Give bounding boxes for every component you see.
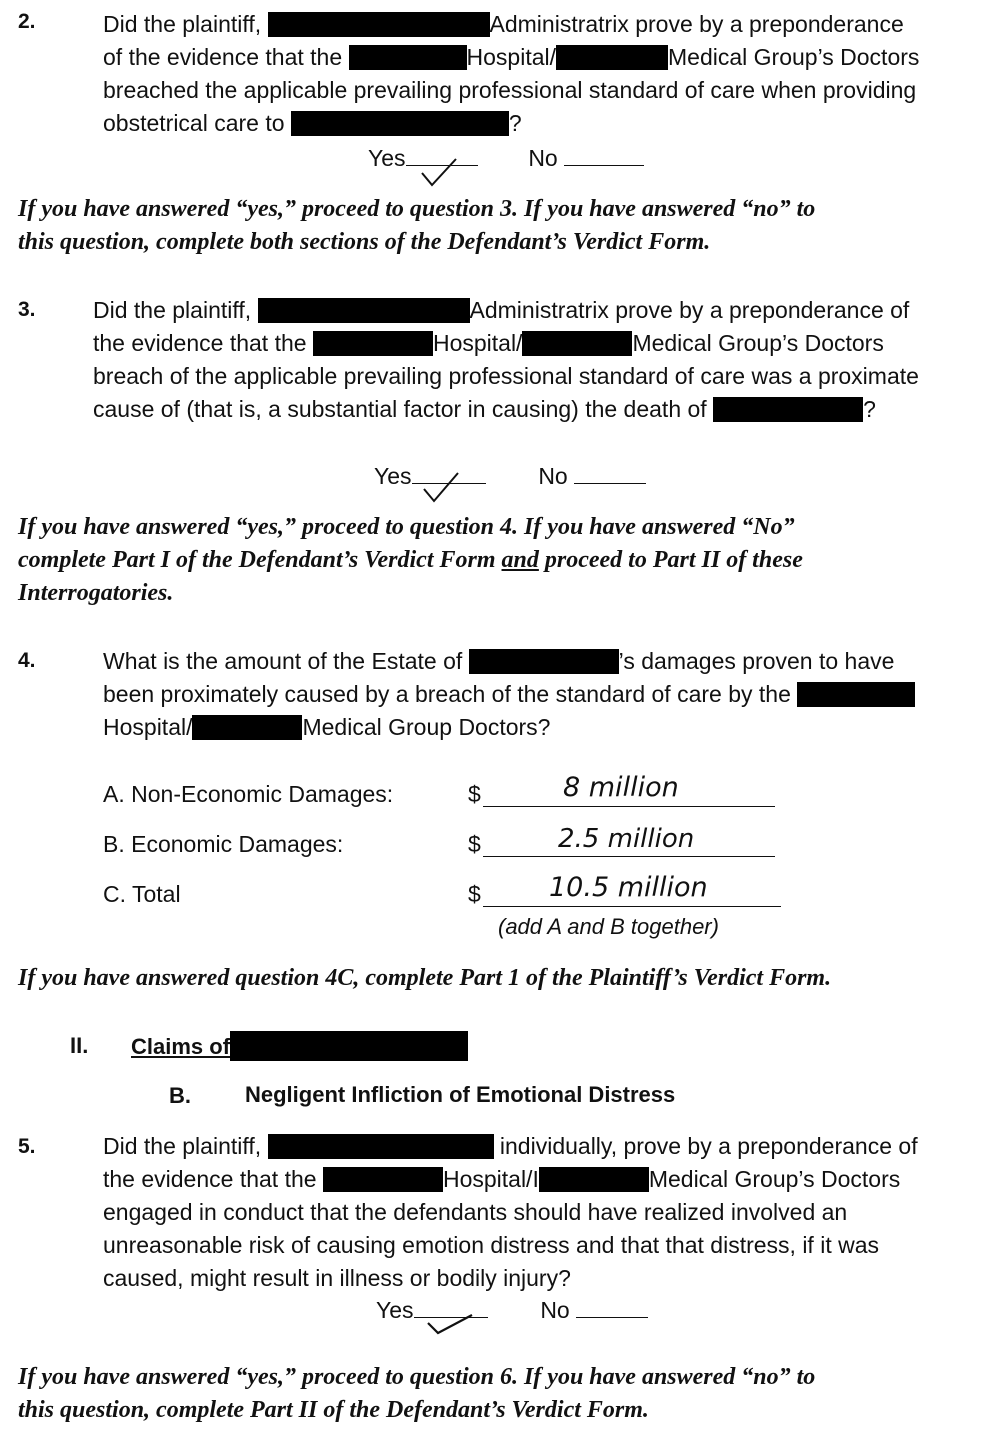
q2-yes-label: Yes — [368, 145, 406, 171]
section-2-title-text: Claims of — [131, 1034, 231, 1059]
q5-answer-row — [376, 1297, 648, 1324]
damages-field-c[interactable] — [483, 872, 781, 907]
instr5-line2: this question, complete Part II of the Defendant’s Verdict Form. — [18, 1397, 649, 1423]
q3-line3: breach of the applicable prevailing professional standard of care was a proximate — [93, 363, 919, 389]
question-3-text — [93, 294, 993, 426]
instruction-q2 — [18, 193, 815, 259]
q2-text-part2: Administratrix prove by a preponderance — [489, 11, 904, 37]
q2-yes-blank[interactable] — [406, 165, 478, 166]
question-4-text — [103, 645, 993, 744]
damages-total-note: (add A and B together) — [498, 914, 719, 939]
instr5-line1: If you have answered “yes,” proceed to question 6. If you have answered “no” to — [18, 1364, 816, 1390]
damages-currency-a: $ — [468, 781, 481, 807]
q3-hospital: Hospital/ — [432, 330, 523, 356]
q3-line4a: cause of (that is, a substantial factor in causing) the death of — [93, 396, 707, 422]
q2-answer-row — [368, 145, 644, 172]
checkmark-icon — [420, 469, 464, 505]
redaction-block — [268, 1134, 494, 1159]
redaction-block — [522, 331, 632, 356]
subsection-b-letter: B. — [169, 1083, 191, 1108]
instr3-line2c: proceed to Part II of these — [544, 547, 803, 573]
redaction-block — [258, 298, 470, 323]
q5-no-blank[interactable] — [576, 1317, 648, 1318]
redaction-block — [556, 45, 668, 70]
damages-currency-b: $ — [468, 831, 481, 857]
q3-no-label: No — [538, 463, 568, 489]
checkmark-icon — [424, 1311, 476, 1337]
redaction-block — [797, 682, 915, 707]
question-5-text — [103, 1130, 993, 1295]
q2-text-part1: Did the plaintiff, — [103, 11, 262, 37]
q4-text-part2: ’s damages proven to have — [618, 648, 895, 674]
redaction-block — [539, 1167, 649, 1192]
redaction-block — [291, 111, 509, 136]
q2-no-label: No — [528, 145, 558, 171]
instruction-q4: If you have answered question 4C, complete Part 1 of the Plaintiff’s Verdict Form. — [18, 965, 832, 991]
q5-medgroup: Medical Group’s Doctors — [648, 1166, 901, 1192]
redaction-block — [713, 397, 863, 422]
q2-line4b: ? — [508, 110, 522, 136]
q4-line3b: Medical Group Doctors? — [302, 714, 551, 740]
instr3-line2b: and — [501, 547, 539, 573]
q5-hospital: Hospital/I — [442, 1166, 539, 1192]
damages-value-c: 10.5 million — [549, 872, 708, 903]
q2-hospital: Hospital/ — [466, 44, 556, 70]
q5-text-part3: the evidence that the — [103, 1166, 317, 1192]
q5-line4: unreasonable risk of causing emotion distress and that that distress, if it was — [103, 1232, 880, 1258]
question-2-text — [103, 8, 993, 140]
q3-text-part2: Administratrix prove by a preponderance of — [469, 297, 910, 323]
q5-text-part2: individually, prove by a preponderance of — [499, 1133, 918, 1159]
q3-answer-row — [374, 463, 646, 490]
damages-label-a: A. Non-Economic Damages: — [103, 781, 394, 807]
redaction-block — [313, 331, 433, 356]
q5-line5: caused, might result in illness or bodily injury? — [103, 1265, 571, 1291]
q2-medgroup: Medical Group’s Doctors — [668, 44, 920, 70]
question-2-number: 2. — [18, 10, 36, 33]
damages-field-a[interactable] — [483, 770, 775, 807]
redaction-block — [349, 45, 467, 70]
subsection-b-title: Negligent Infliction of Emotional Distress — [245, 1082, 676, 1107]
q3-medgroup: Medical Group’s Doctors — [632, 330, 884, 356]
q4-text-part1: What is the amount of the Estate of — [103, 648, 463, 674]
instr3-line1: If you have answered “yes,” proceed to question 4. If you have answered “No” — [18, 514, 795, 540]
q3-line4b: ? — [863, 396, 876, 422]
section-2-title — [131, 1031, 468, 1061]
damages-field-b[interactable] — [483, 822, 775, 857]
q3-text-part1: Did the plaintiff, — [93, 297, 252, 323]
q3-no-blank[interactable] — [574, 483, 646, 484]
question-4-number: 4. — [18, 649, 36, 672]
q5-yes-label: Yes — [376, 1297, 414, 1323]
q2-text-part3: of the evidence that the — [103, 44, 343, 70]
redaction-block — [268, 12, 490, 37]
instruction-q3 — [18, 511, 803, 610]
q3-text-part3: the evidence that the — [93, 330, 307, 356]
q4-line3a: Hospital/ — [103, 714, 193, 740]
q5-no-label: No — [540, 1297, 570, 1323]
damages-label-c: C. Total — [103, 881, 181, 907]
question-3-number: 3. — [18, 298, 36, 321]
q5-line3: engaged in conduct that the defendants should have realized involved an — [103, 1199, 848, 1225]
redaction-block — [230, 1031, 468, 1061]
damages-label-b: B. Economic Damages: — [103, 831, 344, 857]
q2-no-blank[interactable] — [564, 165, 644, 166]
checkmark-icon — [418, 155, 462, 189]
question-5-number: 5. — [18, 1135, 36, 1158]
redaction-block — [323, 1167, 443, 1192]
redaction-block — [192, 715, 302, 740]
instr2-line1: If you have answered “yes,” proceed to question 3. If you have answered “no” to — [18, 196, 816, 222]
q2-line4a: obstetrical care to — [103, 110, 285, 136]
q2-line3: breached the applicable prevailing professional standard of care when providing — [103, 77, 917, 103]
instr2-line2: this question, complete both sections of the Defendant’s Verdict Form. — [18, 229, 711, 255]
damages-value-b: 2.5 million — [558, 824, 695, 854]
instruction-q5 — [18, 1361, 815, 1427]
damages-currency-c: $ — [468, 881, 481, 907]
q5-yes-blank[interactable] — [414, 1317, 488, 1318]
instr3-line2a: complete Part I of the Defendant’s Verdict Form — [18, 547, 496, 573]
damages-value-a: 8 million — [563, 772, 679, 803]
q4-line2: been proximately caused by a breach of the standard of care by the — [103, 681, 791, 707]
section-2-numeral: II. — [70, 1033, 89, 1058]
q3-yes-label: Yes — [374, 463, 412, 489]
instr3-line3: Interrogatories. — [18, 580, 174, 606]
redaction-block — [469, 649, 619, 674]
q3-yes-blank[interactable] — [412, 483, 486, 484]
q5-text-part1: Did the plaintiff, — [103, 1133, 262, 1159]
